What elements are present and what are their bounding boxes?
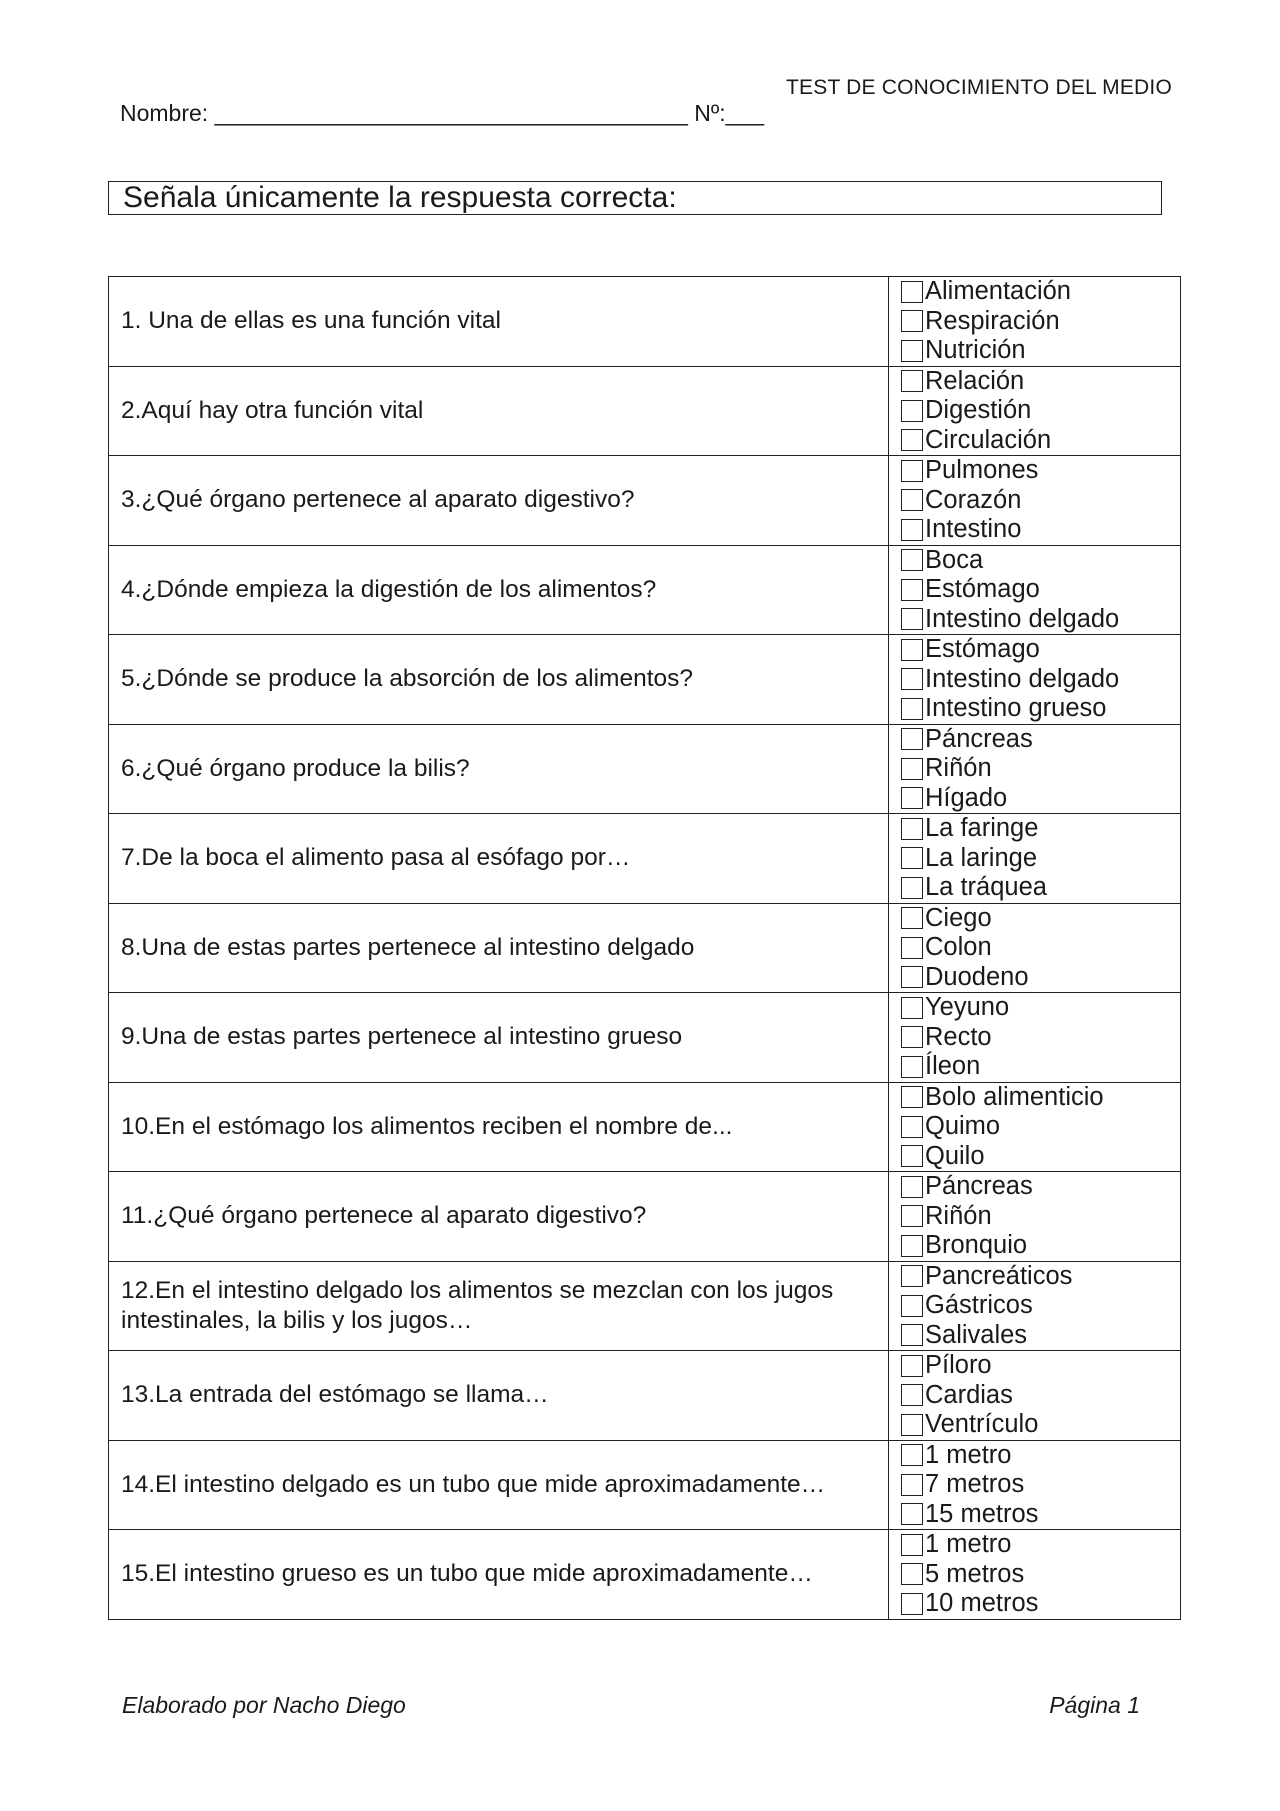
checkbox[interactable]	[901, 847, 923, 869]
answer-options	[889, 1351, 1181, 1441]
answer-option[interactable]	[891, 1381, 1180, 1411]
question-text: 5.¿Dónde se produce la absorción de los alimentos?	[109, 635, 889, 725]
checkbox[interactable]	[901, 1176, 923, 1198]
answer-options	[889, 1172, 1181, 1262]
checkbox[interactable]	[901, 1563, 923, 1585]
answer-options	[889, 1082, 1181, 1172]
answer-option[interactable]	[891, 426, 1180, 456]
question-row	[109, 1351, 1181, 1441]
question-text: 3.¿Qué órgano pertenece al aparato digestivo?	[109, 456, 889, 546]
option-label: Yeyuno	[925, 993, 1010, 1022]
option-label: Páncreas	[925, 724, 1033, 753]
checkbox[interactable]	[901, 608, 923, 630]
option-label: Colon	[925, 933, 992, 962]
answer-option[interactable]	[891, 1023, 1180, 1053]
answer-options	[889, 1440, 1181, 1530]
answer-option[interactable]	[891, 1291, 1180, 1321]
option-label: Nutrición	[925, 336, 1026, 365]
option-label: Ciego	[925, 903, 992, 932]
option-label: Cardias	[925, 1380, 1013, 1409]
answer-option[interactable]	[891, 1231, 1180, 1261]
answer-option[interactable]	[891, 993, 1180, 1023]
footer-author: Elaborado por Nacho Diego	[122, 1692, 406, 1718]
option-label: Boca	[925, 545, 984, 574]
answer-option[interactable]	[891, 456, 1180, 486]
option-label: Pancreáticos	[925, 1261, 1073, 1290]
checkbox[interactable]	[901, 460, 923, 482]
question-row	[109, 724, 1181, 814]
checkbox[interactable]	[901, 1444, 923, 1466]
option-label: Corazón	[925, 485, 1022, 514]
document-title: TEST DE CONOCIMIENTO DEL MEDIO	[786, 76, 1172, 99]
checkbox[interactable]	[901, 1474, 923, 1496]
answer-option[interactable]	[891, 307, 1180, 337]
option-label: Alimentación	[925, 277, 1071, 306]
option-label: Intestino grueso	[925, 694, 1107, 723]
checkbox[interactable]	[901, 1116, 923, 1138]
question-text: 7.De la boca el alimento pasa al esófago por…	[109, 814, 889, 904]
question-text: 8.Una de estas partes pertenece al intestino delgado	[109, 903, 889, 993]
question-row	[109, 1172, 1181, 1262]
option-label: Recto	[925, 1022, 992, 1051]
checkbox[interactable]	[901, 997, 923, 1019]
answer-option[interactable]	[891, 665, 1180, 695]
checkbox[interactable]	[901, 281, 923, 303]
answer-option[interactable]	[891, 725, 1180, 755]
question-text: 13.La entrada del estómago se llama…	[109, 1351, 889, 1441]
answer-option[interactable]	[891, 336, 1180, 366]
option-label: Bolo alimenticio	[925, 1082, 1104, 1111]
question-row	[109, 1440, 1181, 1530]
answer-option[interactable]	[891, 277, 1180, 307]
question-row	[109, 545, 1181, 635]
answer-options	[889, 903, 1181, 993]
instruction-box: Señala únicamente la respuesta correcta:	[108, 181, 1162, 215]
answer-option[interactable]	[891, 1530, 1180, 1560]
answer-option[interactable]	[891, 367, 1180, 397]
question-text: 14.El intestino delgado es un tubo que mide aproximadamente…	[109, 1440, 889, 1530]
option-label: La laringe	[925, 843, 1037, 872]
answer-options	[889, 456, 1181, 546]
footer-page-number: Página 1	[1049, 1692, 1140, 1718]
checkbox[interactable]	[901, 310, 923, 332]
question-row	[109, 903, 1181, 993]
option-label: La faringe	[925, 814, 1039, 843]
answer-option[interactable]	[891, 814, 1180, 844]
checkbox[interactable]	[901, 818, 923, 840]
option-label: Relación	[925, 366, 1025, 395]
option-label: Intestino	[925, 515, 1022, 544]
answer-option[interactable]	[891, 904, 1180, 934]
option-label: Intestino delgado	[925, 664, 1120, 693]
answer-option[interactable]	[891, 1083, 1180, 1113]
answer-option[interactable]	[891, 1470, 1180, 1500]
question-text: 9.Una de estas partes pertenece al intestino grueso	[109, 993, 889, 1083]
checkbox[interactable]	[901, 668, 923, 690]
answer-option[interactable]	[891, 396, 1180, 426]
answer-option[interactable]	[891, 1500, 1180, 1530]
answer-options	[889, 993, 1181, 1083]
question-text: 6.¿Qué órgano produce la bilis?	[109, 724, 889, 814]
checkbox[interactable]	[901, 1534, 923, 1556]
question-text: 4.¿Dónde empieza la digestión de los alimentos?	[109, 545, 889, 635]
answer-options	[889, 724, 1181, 814]
name-number-field[interactable]: Nombre: _____________________________________ Nº:___	[120, 100, 765, 126]
answer-option[interactable]	[891, 1172, 1180, 1202]
option-label: 7 metros	[925, 1470, 1025, 1499]
checkbox[interactable]	[901, 489, 923, 511]
checkbox[interactable]	[901, 370, 923, 392]
question-row	[109, 456, 1181, 546]
answer-options	[889, 366, 1181, 456]
answer-options	[889, 277, 1181, 367]
option-label: Digestión	[925, 396, 1032, 425]
checkbox[interactable]	[901, 400, 923, 422]
option-label: La tráquea	[925, 873, 1047, 902]
answer-option[interactable]	[891, 1441, 1180, 1471]
checkbox[interactable]	[901, 877, 923, 899]
quiz-table	[108, 276, 1181, 1620]
checkbox[interactable]	[901, 907, 923, 929]
checkbox[interactable]	[901, 579, 923, 601]
answer-option[interactable]	[891, 1142, 1180, 1172]
option-label: 15 metros	[925, 1499, 1039, 1528]
question-row	[109, 366, 1181, 456]
answer-options	[889, 814, 1181, 904]
option-label: Duodeno	[925, 962, 1029, 991]
checkbox[interactable]	[901, 1414, 923, 1436]
checkbox[interactable]	[901, 549, 923, 571]
option-label: Gástricos	[925, 1291, 1033, 1320]
option-label: Hígado	[925, 783, 1008, 812]
answer-option[interactable]	[891, 844, 1180, 874]
question-text: 12.En el intestino delgado los alimentos se mezclan con los jugos intestinales, la bilis y los jugos…	[109, 1261, 889, 1351]
option-label: Íleon	[925, 1052, 981, 1081]
question-row	[109, 1530, 1181, 1620]
answer-option[interactable]	[891, 605, 1180, 635]
answer-option[interactable]	[891, 1262, 1180, 1292]
answer-option[interactable]	[891, 933, 1180, 963]
answer-option[interactable]	[891, 1589, 1180, 1619]
question-text: 1. Una de ellas es una función vital	[109, 277, 889, 367]
checkbox[interactable]	[901, 340, 923, 362]
checkbox[interactable]	[901, 787, 923, 809]
option-label: Salivales	[925, 1320, 1028, 1349]
checkbox[interactable]	[901, 1056, 923, 1078]
question-row	[109, 814, 1181, 904]
answer-options	[889, 1261, 1181, 1351]
checkbox[interactable]	[901, 639, 923, 661]
option-label: Intestino delgado	[925, 604, 1120, 633]
checkbox[interactable]	[901, 1295, 923, 1317]
checkbox[interactable]	[901, 1355, 923, 1377]
question-text: 11.¿Qué órgano pertenece al aparato digestivo?	[109, 1172, 889, 1262]
option-label: Estómago	[925, 635, 1040, 664]
question-row	[109, 635, 1181, 725]
option-label: Páncreas	[925, 1172, 1033, 1201]
option-label: 1 metro	[925, 1440, 1012, 1469]
answer-option[interactable]	[891, 1351, 1180, 1381]
option-label: 1 metro	[925, 1530, 1012, 1559]
checkbox[interactable]	[901, 758, 923, 780]
checkbox[interactable]	[901, 728, 923, 750]
option-label: Riñón	[925, 1201, 992, 1230]
question-row	[109, 1261, 1181, 1351]
answer-option[interactable]	[891, 635, 1180, 665]
question-text: 15.El intestino grueso es un tubo que mide aproximadamente…	[109, 1530, 889, 1620]
answer-option[interactable]	[891, 694, 1180, 724]
checkbox[interactable]	[901, 1145, 923, 1167]
option-label: 10 metros	[925, 1589, 1039, 1618]
option-label: Circulación	[925, 425, 1052, 454]
answer-option[interactable]	[891, 1202, 1180, 1232]
checkbox[interactable]	[901, 519, 923, 541]
checkbox[interactable]	[901, 1086, 923, 1108]
answer-option[interactable]	[891, 1410, 1180, 1440]
option-label: Riñón	[925, 754, 992, 783]
checkbox[interactable]	[901, 698, 923, 720]
checkbox[interactable]	[901, 966, 923, 988]
answer-options	[889, 1530, 1181, 1620]
option-label: Píloro	[925, 1351, 992, 1380]
answer-option[interactable]	[891, 515, 1180, 545]
answer-option[interactable]	[891, 1052, 1180, 1082]
checkbox[interactable]	[901, 1235, 923, 1257]
option-label: Quilo	[925, 1141, 985, 1170]
answer-option[interactable]	[891, 1321, 1180, 1351]
option-label: 5 metros	[925, 1559, 1025, 1588]
option-label: Estómago	[925, 575, 1040, 604]
answer-option[interactable]	[891, 1560, 1180, 1590]
answer-option[interactable]	[891, 963, 1180, 993]
checkbox[interactable]	[901, 937, 923, 959]
answer-option[interactable]	[891, 784, 1180, 814]
checkbox[interactable]	[901, 1205, 923, 1227]
answer-option[interactable]	[891, 575, 1180, 605]
answer-option[interactable]	[891, 486, 1180, 516]
question-row	[109, 993, 1181, 1083]
answer-option[interactable]	[891, 1112, 1180, 1142]
answer-option[interactable]	[891, 754, 1180, 784]
checkbox[interactable]	[901, 429, 923, 451]
question-row	[109, 1082, 1181, 1172]
option-label: Quimo	[925, 1112, 1001, 1141]
answer-option[interactable]	[891, 546, 1180, 576]
option-label: Respiración	[925, 306, 1060, 335]
checkbox[interactable]	[901, 1593, 923, 1615]
checkbox[interactable]	[901, 1503, 923, 1525]
checkbox[interactable]	[901, 1265, 923, 1287]
question-text: 10.En el estómago los alimentos reciben el nombre de...	[109, 1082, 889, 1172]
checkbox[interactable]	[901, 1384, 923, 1406]
option-label: Pulmones	[925, 456, 1039, 485]
answer-option[interactable]	[891, 873, 1180, 903]
answer-options	[889, 545, 1181, 635]
option-label: Ventrículo	[925, 1410, 1039, 1439]
question-text: 2.Aquí hay otra función vital	[109, 366, 889, 456]
question-row	[109, 277, 1181, 367]
option-label: Bronquio	[925, 1231, 1028, 1260]
checkbox[interactable]	[901, 1026, 923, 1048]
answer-options	[889, 635, 1181, 725]
checkbox[interactable]	[901, 1324, 923, 1346]
